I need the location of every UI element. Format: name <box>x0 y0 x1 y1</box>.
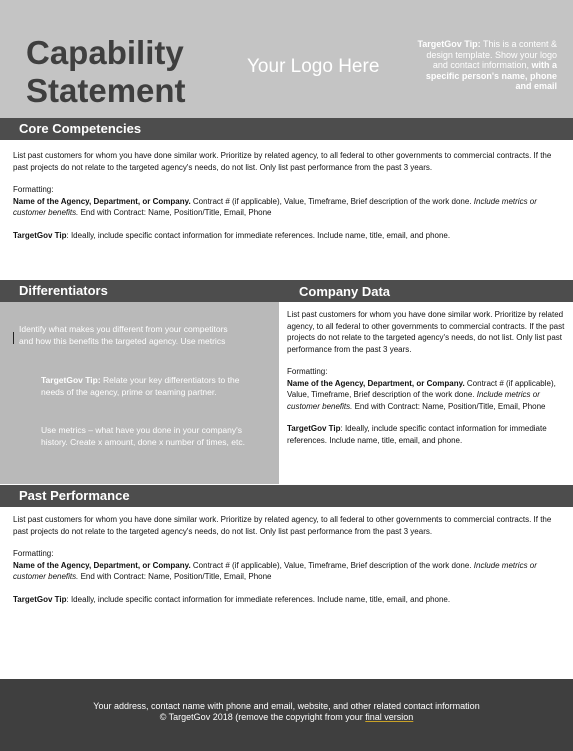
header-tip <box>412 39 557 92</box>
past-formatting-label: Formatting: <box>13 549 54 558</box>
differentiators-heading: Differentiators <box>0 280 279 302</box>
core-name-end: End with Contract: Name, Position/Title, Email, Phone <box>78 208 272 217</box>
past-tip-text: : Ideally, include specific contact information for immediate references. Include name, title, email, and phone. <box>66 594 451 604</box>
core-tip <box>13 230 561 242</box>
footer-copyright-text: © TargetGov 2018 (remove the copyright from your <box>159 712 366 722</box>
past-performance-body <box>13 514 561 616</box>
company-name-end: End with Contract: Name, Position/Title, Email, Phone <box>352 401 546 411</box>
header-banner <box>0 0 573 118</box>
differentiators-panel <box>0 302 279 484</box>
header-tip-text: This is a content & design template. Show your logo and contact information, <box>426 39 557 70</box>
company-tip-text: : Ideally, include specific contact information for immediate references. Include name, title, email, and phone. <box>287 424 547 445</box>
differentiators-metrics: Use metrics – what have you done in your company's history. Create x amount, done x number of times, etc. <box>41 425 245 447</box>
differentiators-tip-label: TargetGov Tip: <box>41 375 101 385</box>
differentiators-tip-text: Relate your key differentiators to the needs of the agency, prime or teaming partner. <box>41 375 240 397</box>
logo-placeholder: Your Logo Here <box>247 56 380 77</box>
company-tip <box>287 423 565 446</box>
past-tip <box>13 594 561 606</box>
footer-contact <box>0 679 573 751</box>
core-competencies-heading: Core Competencies <box>0 118 573 140</box>
company-name-rest: Contract # (if applicable), Value, Timeframe, Brief description of the work done. <box>287 378 556 399</box>
company-name-italic: Include metrics or customer benefits. <box>287 390 540 411</box>
past-name-italic: Include metrics or customer benefits. <box>13 560 537 581</box>
company-formatting-label: Formatting: <box>287 367 328 376</box>
differentiators-intro: Identify what makes you different from your competitors and how this benefits the targeted agency. Use metrics <box>19 324 228 346</box>
header-tip-bold-text: with a specific person's name, phone and email <box>425 60 557 91</box>
footer-final-version: final version <box>365 712 414 722</box>
core-name-italic: Include metrics or customer benefits. <box>13 196 537 217</box>
company-formatting <box>287 366 565 412</box>
past-performance-heading: Past Performance <box>0 485 573 507</box>
text-cursor <box>13 332 14 344</box>
title-line-2: Statement <box>26 72 186 109</box>
core-name-bold: Name of the Agency, Department, or Company. <box>13 196 191 206</box>
differentiators-tip <box>41 374 256 398</box>
past-name-bold: Name of the Agency, Department, or Company. <box>13 560 191 570</box>
page-title <box>26 34 186 110</box>
company-name-bold: Name of the Agency, Department, or Company. <box>287 378 465 388</box>
header-tip-label: TargetGov Tip: <box>417 39 481 49</box>
past-formatting <box>13 548 561 583</box>
past-tip-label: TargetGov Tip <box>13 594 67 604</box>
footer-contact-line: Your address, contact name with phone and email, website, and other related contact information <box>93 701 480 711</box>
core-para: List past customers for whom you have done similar work. Prioritize by related agency, to all federal to other governments to commercial contracts. If the past projects do not relate to the targeted agency's needs, do not list. Only list past performance from the past 3 years. <box>13 151 552 172</box>
core-tip-label: TargetGov Tip <box>13 230 67 240</box>
company-tip-label: TargetGov Tip <box>287 424 341 433</box>
company-para: List past customers for whom you have done similar work. Prioritize by related agency, to all federal to other governments to commercial contracts. If the past projects do not relate to the targeted agency's needs, do not list. Only list past performance from the past 3 years. <box>287 310 565 354</box>
past-name-rest: Contract # (if applicable), Value, Timeframe, Brief description of the work done. <box>190 560 474 570</box>
footer-copyright <box>0 712 573 723</box>
core-formatting-label: Formatting: <box>13 185 54 194</box>
company-data-heading: Company Data <box>279 280 573 302</box>
core-tip-text: : Ideally, include specific contact information for immediate references. Include name, title, email, and phone. <box>66 230 451 240</box>
core-formatting <box>13 184 561 219</box>
core-competencies-body <box>13 150 561 252</box>
past-para: List past customers for whom you have done similar work. Prioritize by related agency, to all federal to other governments to commercial contracts. If the past projects do not relate to the targeted agency's needs, do not list. Only list past performance from the past 3 years. <box>13 515 552 536</box>
title-line-1: Capability <box>26 34 184 71</box>
past-name-end: End with Contract: Name, Position/Title, Email, Phone <box>78 572 272 581</box>
core-name-rest: Contract # (if applicable), Value, Timeframe, Brief description of the work done. <box>190 196 474 206</box>
company-data-body <box>287 309 565 457</box>
